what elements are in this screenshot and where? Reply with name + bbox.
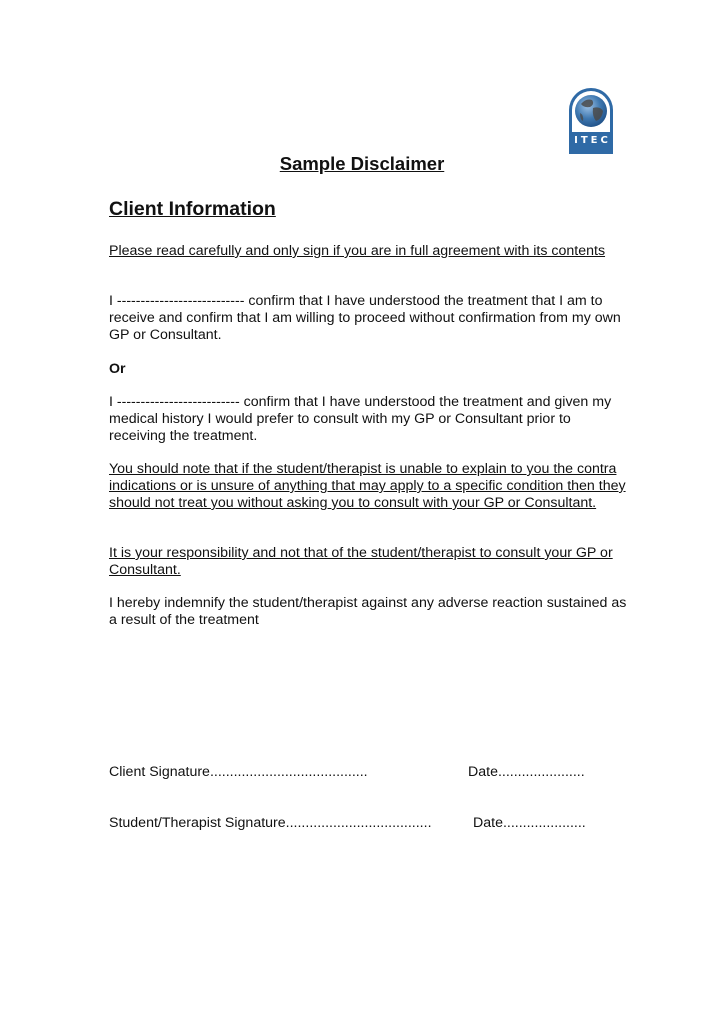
- therapist-date-line: Date.....................: [473, 815, 586, 831]
- responsibility-text: It is your responsibility and not that of the student/therapist to consult your GP or Consultant.: [109, 545, 613, 578]
- consent-option-two: I -------------------------- confirm that I have understood the treatment and given my medical history I would prefer to consult with my GP or Consultant prior to receiving the treatment.: [109, 394, 612, 444]
- therapist-signature-line: Student/Therapist Signature.....................................: [109, 815, 432, 831]
- logo-text: ITEC: [574, 135, 611, 146]
- document-title: Sample Disclaimer: [279, 153, 445, 174]
- indemnity-text: I hereby indemnify the student/therapist against any adverse reaction sustained as a result of the treatment: [109, 595, 627, 628]
- itec-logo: [567, 86, 615, 154]
- client-signature-line: Client Signature........................................: [109, 764, 368, 780]
- consent-option-one: I --------------------------- confirm that I have understood the treatment that I am to receive and confirm that I am willing to proceed without confirmation from my own GP or Consultant.: [109, 293, 621, 343]
- client-date-line: Date......................: [468, 764, 585, 780]
- note-text: You should note that if the student/therapist is unable to explain to you the contra indications or is unsure of anything that may apply to a specific condition then they should not treat you without asking you to consult with your GP or Consultant.: [109, 461, 626, 511]
- section-heading: Client Information: [109, 198, 276, 220]
- instruction-text: Please read carefully and only sign if you are in full agreement with its contents: [109, 243, 606, 259]
- or-label: Or: [109, 361, 126, 377]
